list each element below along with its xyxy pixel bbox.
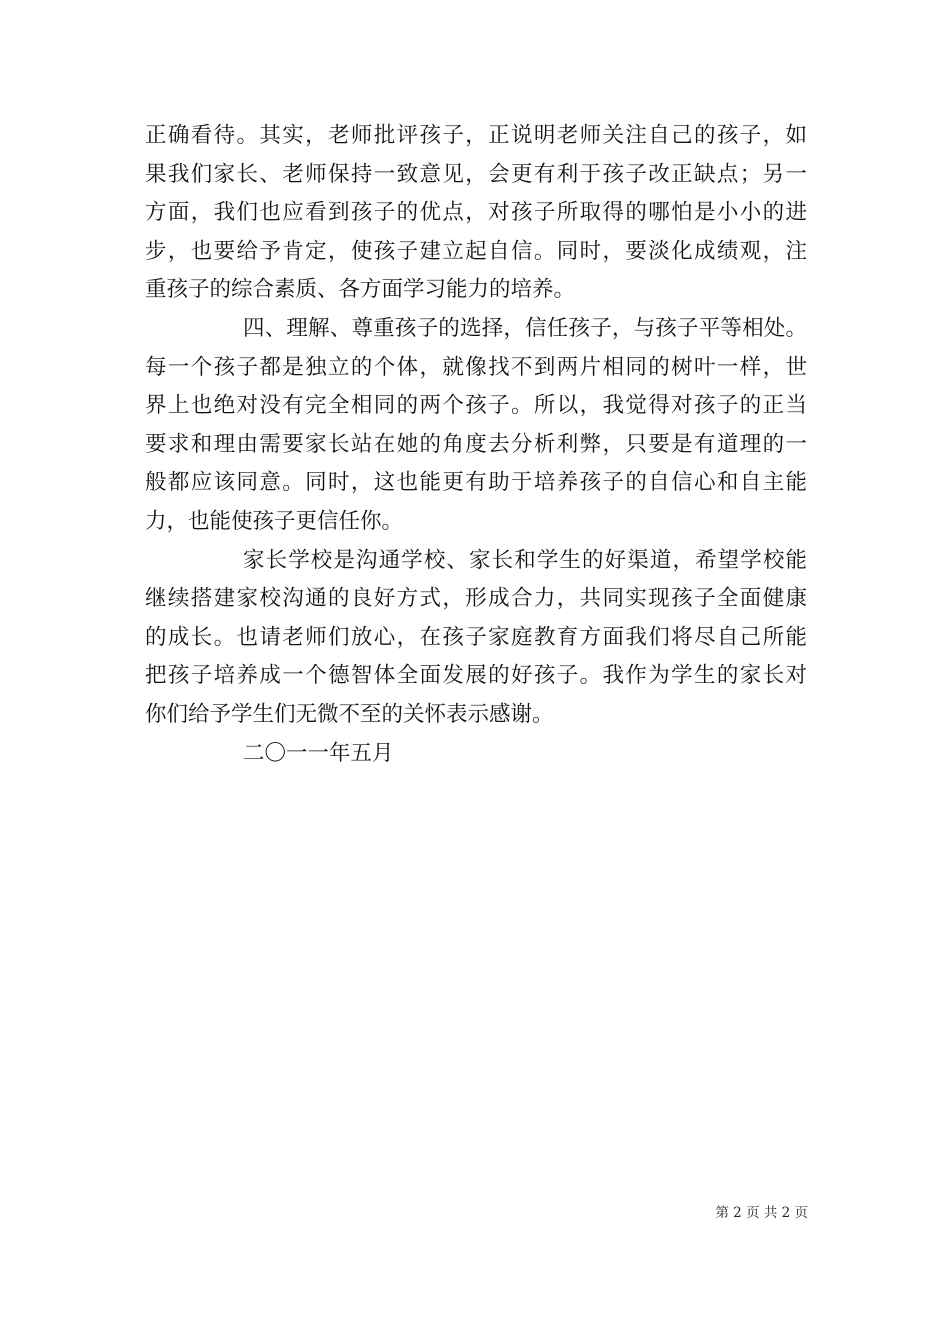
text-line: 力，也能使孩子更信任你。: [145, 508, 404, 534]
paragraph-start-line: 四、理解、尊重孩子的选择，信任孩子，与孩子平等相处。: [243, 315, 807, 341]
text-line: 继续搭建家校沟通的良好方式，形成合力，共同实现孩子全面健康: [145, 586, 807, 612]
text-line: 界上也绝对没有完全相同的两个孩子。所以，我觉得对孩子的正当: [145, 393, 807, 419]
text-line: 你们给予学生们无微不至的关怀表示感谢。: [145, 701, 554, 727]
text-line: 步，也要给予肯定，使孩子建立起自信。同时，要淡化成绩观，注: [145, 238, 807, 264]
text-line: 正确看待。其实，老师批评孩子，正说明老师关注自己的孩子，如: [145, 123, 807, 148]
text-line: 方面，我们也应看到孩子的优点，对孩子所取得的哪怕是小小的进: [145, 200, 807, 226]
text-line: 果我们家长、老师保持一致意见，会更有利于孩子改正缺点；另一: [145, 161, 807, 187]
text-line: 把孩子培养成一个德智体全面发展的好孩子。我作为学生的家长对: [145, 663, 807, 689]
paragraph-start-line: 家长学校是沟通学校、家长和学生的好渠道，希望学校能: [243, 547, 807, 573]
text-line: 每一个孩子都是独立的个体，就像找不到两片相同的树叶一样，世: [145, 354, 807, 380]
document-body: [145, 117, 807, 773]
date-line: 二〇一一年五月: [243, 740, 394, 766]
text-line: 的成长。也请老师们放心，在孩子家庭教育方面我们将尽自己所能: [145, 624, 807, 650]
text-line: 重孩子的综合素质、各方面学习能力的培养。: [145, 277, 576, 303]
page-number-footer: 第 2 页 共 2 页: [715, 1205, 808, 1221]
text-line: 般都应该同意。同时，这也能更有助于培养孩子的自信心和自主能: [145, 470, 807, 496]
text-line: 要求和理由需要家长站在她的角度去分析利弊，只要是有道理的一: [145, 431, 807, 457]
